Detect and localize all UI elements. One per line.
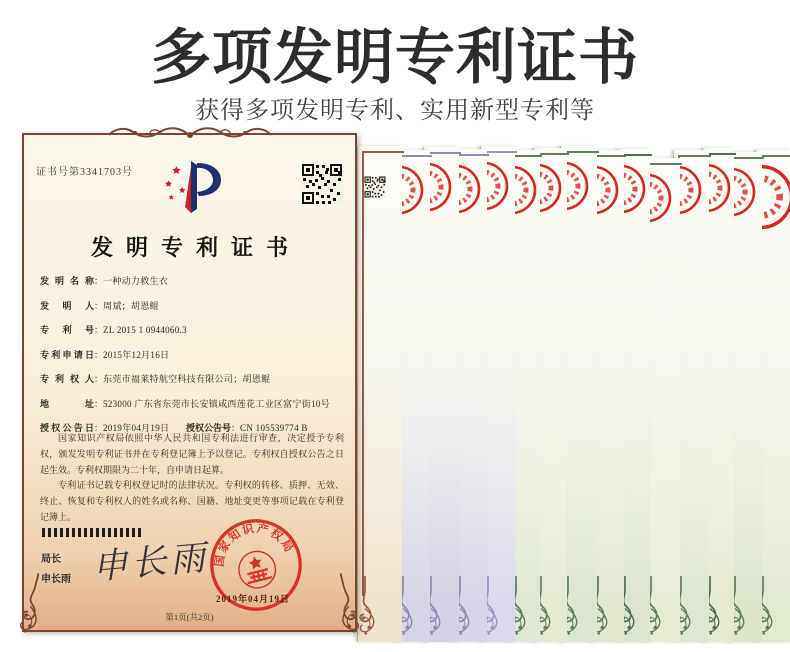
field-value: 2015年12月16日 [103,349,170,360]
certificate-frame-line [732,157,764,596]
field-value: 一种动力救生衣 [103,276,169,286]
certificate-fields [40,276,347,448]
stacked-certificate-edge [357,146,402,642]
field-label: 发明人 [40,300,94,311]
certificate-frame-line [595,155,626,596]
certificate-frame-line [678,155,711,596]
page-title: 多项发明专利证书 [151,24,639,91]
field-label: 专利申请日 [40,349,94,360]
field-row: 专利号：ZL 2015 1 0944060.3 [40,325,187,335]
director-block [41,550,71,590]
certificate-frame-line [565,151,599,596]
director-title: 局长 [41,554,61,565]
certificate-frame-line [538,153,569,596]
field-row: 专利权人：东莞市福莱特航空科技有限公司；胡恩鲲 [40,374,271,384]
field-row-grant: 授权公告日：2019年04月19日 授权公告号：CN 105539774 B [40,423,308,433]
cnipa-logo-icon [147,155,233,219]
field-value: 周斌；胡恩鲲 [103,300,159,311]
page-subtitle: 获得多项发明专利、实用新型专利等 [195,97,595,124]
seal-text: 国家知识产权局 [213,522,296,568]
certificate-frame-line [648,163,682,596]
certificate-title: 发明专利证书 [90,235,301,260]
qr-code-icon [364,176,386,210]
barcode-icon [42,528,144,537]
field-row: 专利申请日：2015年12月16日 [40,349,170,360]
field-row: 地址：523000 广东省东莞市长安镇咸西莲花工业区富宁街10号 [40,398,330,409]
director-name: 申长雨 [41,574,71,585]
certificate-frame-line [362,151,404,596]
certificate-frame-line [457,154,489,596]
certificate-frame-line [428,152,461,596]
field-label: 专利号 [40,325,94,335]
field-label: 授权公告号 [186,423,232,433]
field-value: 2019年04月19日 [103,423,170,433]
field-value: ZL 2015 1 0944060.3 [103,325,187,335]
field-row: 发明人：周斌；胡恩鲲 [40,300,159,311]
field-row: 发明名称：一种动力救生衣 [40,276,169,286]
director-signature: 申长雨 [90,537,211,589]
field-label: 授权公告日 [40,423,94,433]
certificate-frame-line [622,154,652,596]
page-footer: 第1页(共2页) [165,612,214,622]
body-paragraph: 国家知识产权局依照中华人民共和国专利法进行审查，决定授予专利权，颁发发明专利证书并在专利登记簿上予以登记。专利权自授权公告之日起生效。专利权期限为二十年，自申请日起算。 [40,433,344,475]
certificate-frame-line [485,151,517,596]
patent-certificate [22,133,357,632]
body-paragraph: 专利证书记载专利权登记时的法律状况。专利权的转移、质押、无效、终止、恢复和专利权人的姓名或名称、国籍、地址变更等事项记载在专利登记簿上。 [40,480,344,522]
field-value: 东莞市福莱特航空科技有限公司；胡恩鲲 [103,374,271,384]
field-value: 523000 广东省东莞市长安镇咸西莲花工业区富宁街10号 [103,398,330,409]
seal-date: 2019年04月19日 [216,594,291,604]
grant-number-pair: 授权公告号：CN 105539774 B [186,423,308,433]
certificate-number: 证书号第3341703号 [36,167,133,178]
field-label: 地址 [40,398,94,409]
certificate-frame-line [400,155,432,596]
top-flourish-icon [105,124,275,146]
qr-code-icon [301,163,343,205]
field-label: 专利权人 [40,374,94,384]
field-value: CN 105539774 B [240,423,308,433]
certificate-frame-line [513,155,542,596]
certificate-body [40,431,344,526]
certificate-frame-line [707,153,736,596]
field-label: 发明名称 [40,276,94,286]
